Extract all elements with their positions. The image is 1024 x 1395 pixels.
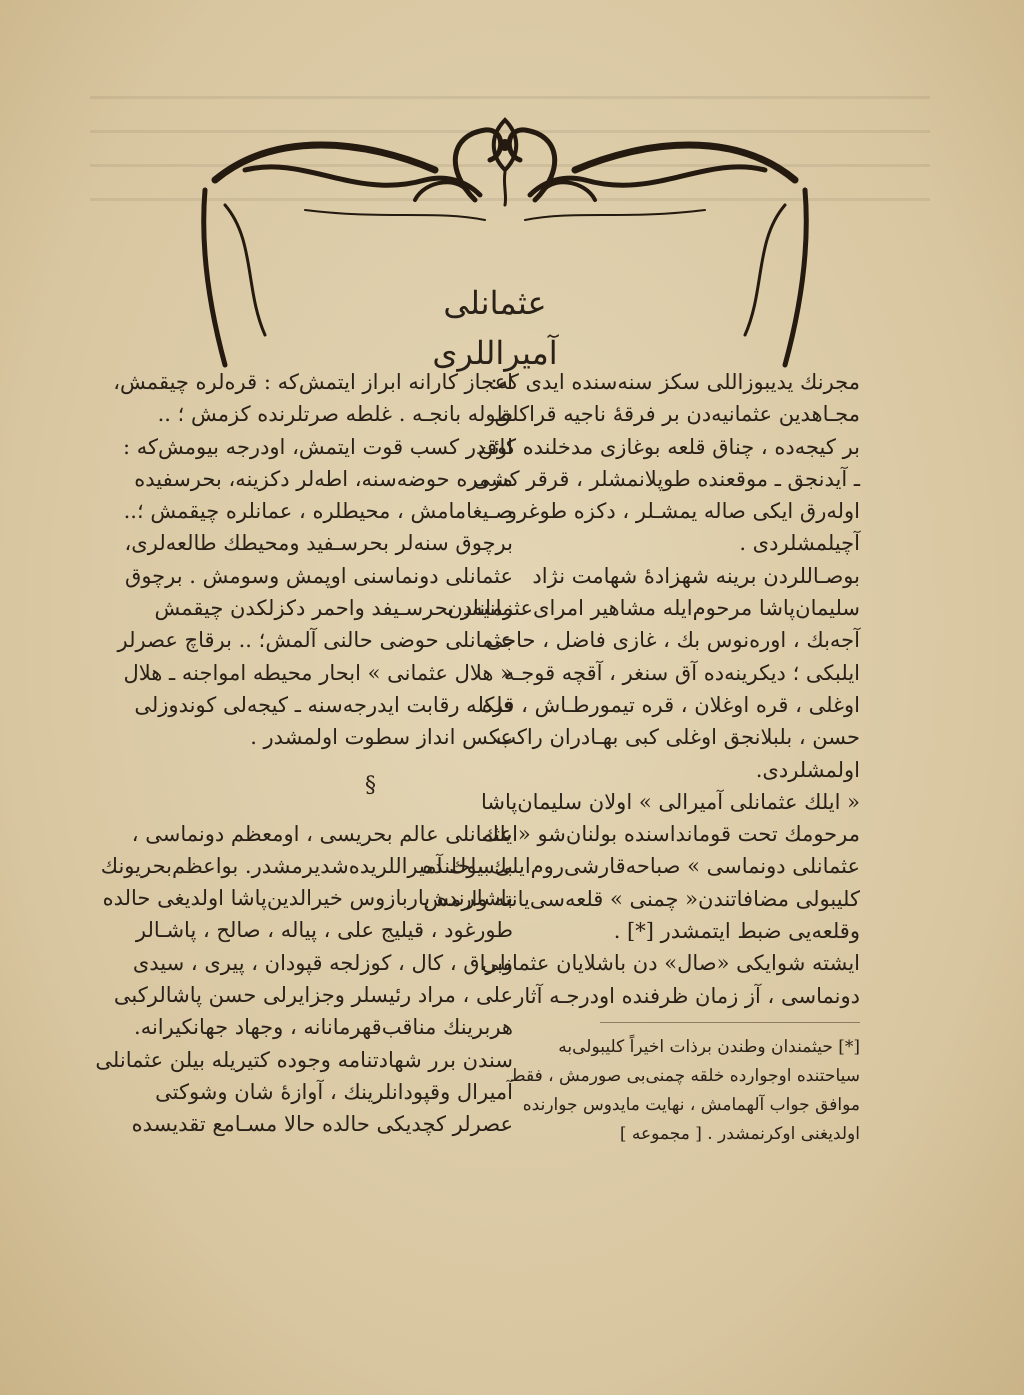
text-line: وبراق ، كال ، كوزلجه قپودان ، پيرى ، سيدى	[132, 950, 513, 975]
footnote-rule	[600, 1022, 860, 1023]
text-line: كليبولى مضافاتندن« چمنى » قلعه‌سى‌يانته وارمش	[423, 886, 860, 911]
section-divider: §	[365, 772, 376, 798]
text-line: ـ آيدنجق ـ موقعنده طوپلانمشلر ، قرقر كشى	[473, 466, 860, 491]
text-line: هربرينك مناقب‌قهرمانانه ، وجهاد جهانكيرانه.	[134, 1015, 513, 1040]
paragraph-5	[113, 366, 513, 754]
text-line: « هلال عثمانى » ابحار محيطه امواجنه ـ هلال	[123, 660, 513, 685]
paragraph-1	[473, 366, 860, 560]
text-line: عثمانلى دونماسى » صباحه‌قارشى‌روم‌ايلى‌ساحلنده	[422, 854, 860, 879]
text-line: فلكله رقابت ايدرجه‌سنه ـ كيجه‌لى كوندوزلى	[134, 692, 513, 717]
text-line: باشلرنده باربازوس خيرالدين‌پاشا اولديغى حالده	[102, 886, 513, 911]
text-line: مجرنك يديبوزاللى سكز سنه‌سنده ايدى كه:	[490, 370, 860, 394]
text-line: آجه‌بك ، اوره‌نوس بك ، غازى فاضل ، حاجى	[485, 628, 860, 653]
text-line: اوله‌رق ايكى صاله يمشـلر ، دكزه طوغرو	[506, 499, 860, 524]
text-line: اولديغنى اوكرنمشدر . [ مجموعه ]	[619, 1123, 860, 1144]
footnote	[509, 1033, 860, 1149]
text-line: اعجاز كارانه ابراز ايتمش‌كه : قره‌لره چيقمش،	[113, 370, 513, 394]
text-line: اوقدر كسب قوت ايتمش، اودرجه بيومش‌كه :	[122, 434, 513, 459]
text-line: عثمانلى دونماسنى اوپمش وسومش . برچوق	[125, 563, 513, 588]
text-line: طوله بانجـه . غلطه صرتلرنده كزمش ؛ ..	[157, 402, 513, 427]
text-line: آچيلمشلردى .	[739, 531, 860, 556]
text-line: عثمانلى عالم بحريسى ، اومعظم دونماسى ،	[131, 821, 513, 846]
text-line: مجـاهدين عثمانيه‌دن بر فرقهٔ ناجيه قراكلق	[494, 402, 860, 427]
text-line: موافق جواب آلهمامش ، نهايت مايدوس جوارنده	[522, 1094, 860, 1115]
text-line: عصرلر كچديكى حالده حالا مسـامع تقديسده	[131, 1112, 513, 1137]
text-line: بك‌بيوك آميراللريده‌شديرمشدر. بواعظم‌بحريونك	[100, 853, 513, 878]
text-line: مرحومك تحت قوماندا‌سنده بولنان‌شو «ايلك	[481, 822, 860, 847]
text-line: طورغود ، قيليج على ، پياله ، صالح ، پاشـالر	[135, 918, 513, 943]
paragraph-3	[422, 786, 860, 947]
text-line: على ، مراد رئيسلر وجزايرلى حسن پاشالركبى	[113, 983, 513, 1008]
paragraph-2	[447, 560, 860, 786]
article-title: عثمانلی آمیراللری	[432, 284, 558, 372]
text-line: زمانلر بحرسـيفد واحمر دكزلكدن چيقمش	[154, 596, 513, 621]
text-line: اوغلى ، قره اوغلان ، قره تيمورطـاش ، قره	[481, 692, 860, 717]
text-line: [*] حيثمندان وطندن برذات اخيراً كليبولى‌به	[558, 1036, 860, 1057]
paragraph-6	[95, 818, 513, 1141]
text-line: سليمان‌پاشا مرحوم‌ايله مشاهير امراى‌عثمانيه‌دن	[447, 596, 860, 621]
text-line: عكس انداز سطوت اولمشدر .	[250, 725, 513, 750]
paragraph-4	[481, 947, 860, 1012]
text-line: اولمشلردى.	[755, 757, 860, 782]
text-line: حسن ، بلبلانجق اوغلى كبى بهـادران راكب	[496, 725, 860, 750]
text-line: بوصـاللردن برينه شهزادهٔ شهامت نژاد	[532, 563, 860, 588]
text-line: « ايلك عثمانلى آميرالى » اولان سليمان‌پاشا	[481, 789, 860, 814]
text-line: وقلعه‌يى ضبط ايتمشدر [*] .	[613, 919, 860, 944]
left-column	[95, 366, 513, 1141]
text-line: سياحتنده اوجوارده خلقه چمنى‌بى صورمش ، فقط	[509, 1065, 860, 1086]
text-line: ايشته شوايكى «صال» دن باشلايان عثمانلى	[481, 951, 860, 976]
text-line: سندن برر شهادتنامه وجوده كتيريله بيلن عثمانلى	[95, 1047, 513, 1072]
text-line: ايلبكى ؛ ديكرينه‌ده آق سنغر ، آقچه قوجـه	[503, 660, 860, 685]
text-line: آميرال وقپودانلرينك ، آوازهٔ شان وشوكتى	[155, 1079, 513, 1104]
text-line: صـيغامامش ، محيطلره ، عمانلره چيقمش ؛..	[123, 499, 513, 524]
text-line: مرمره حوضه‌سنه، اطه‌لر دكزينه، بحرسفيده	[134, 466, 513, 491]
text-line: دونماسى ، آز زمان ظرفنده اودرجـه آثار	[514, 983, 860, 1008]
right-column	[422, 366, 860, 1149]
text-line: بر كيجه‌ده ، چناق قلعه بوغازى مدخلنده كائن	[477, 434, 860, 459]
text-line: عثمانلى حوضى حالنى آلمش؛ .. برقاچ عصرلر	[117, 628, 513, 653]
text-line: برچوق سنه‌لر بحرسـفيد ومحيطك طالعه‌لرى،	[124, 531, 513, 556]
